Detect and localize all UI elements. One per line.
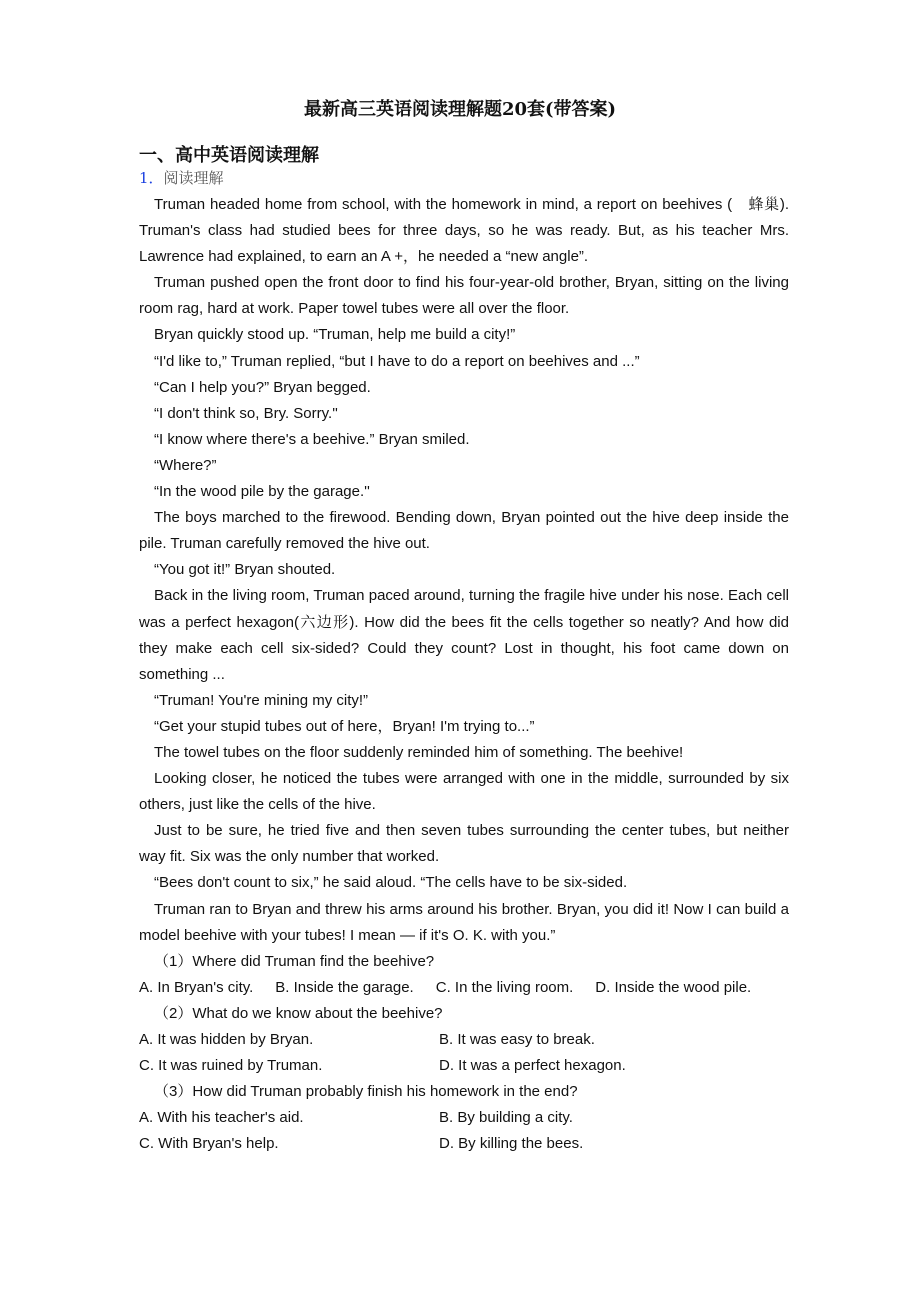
answer-option[interactable]: B. By building a city. xyxy=(439,1109,573,1127)
options-row xyxy=(139,1027,789,1053)
passage-paragraph: “I'd like to,” Truman replied, “but I have to do a report on beehives and ...” xyxy=(154,352,640,370)
passage-paragraph: Bryan quickly stood up. “Truman, help me build a city!” xyxy=(154,326,516,344)
question-stem: （3）How did Truman probably finish his homework in the end? xyxy=(154,1083,578,1101)
passage-paragraph: “Get your stupid tubes out of here，Bryan! I'm trying to...” xyxy=(154,717,535,735)
answer-option[interactable]: D. It was a perfect hexagon. xyxy=(439,1057,626,1075)
passage-paragraph: Just to be sure, he tried five and then seven tubes surrounding the center tubes, but neither way fit. Six was the only number that worked. xyxy=(139,822,789,866)
answer-option[interactable]: C. In the living room. xyxy=(435,978,574,996)
passage-paragraph: The boys marched to the firewood. Bending down, Bryan pointed out the hive deep inside the pile. Truman carefully removed the hive out. xyxy=(139,509,789,553)
passage-paragraph: “Can I help you?” Bryan begged. xyxy=(154,378,371,396)
questions xyxy=(139,949,789,1158)
passage-paragraph: “You got it!” Bryan shouted. xyxy=(154,561,336,579)
answer-option[interactable]: C. It was ruined by Truman. xyxy=(139,1057,323,1075)
options-row xyxy=(139,1105,789,1131)
section-heading: 一、高中英语阅读理解 xyxy=(139,145,319,166)
passage-paragraph: “Where?” xyxy=(154,456,217,474)
options-row xyxy=(139,1131,789,1157)
question-type: 阅读理解 xyxy=(163,169,224,187)
question-number: 1． xyxy=(139,169,164,187)
passage-paragraph: Truman pushed open the front door to find his four-year-old brother, Bryan, sitting on the living room rag, hard at work. Paper towel tubes were all over the floor. xyxy=(139,274,789,318)
passage-paragraph: “I don't think so, Bry. Sorry.'' xyxy=(154,404,338,422)
passage-body xyxy=(139,192,789,1157)
passage-paragraph: “Bees don't count to six,” he said aloud. “The cells have to be six-sided. xyxy=(154,874,628,892)
answer-option[interactable]: C. With Bryan's help. xyxy=(139,1135,279,1153)
options-row xyxy=(139,975,789,1001)
options-row xyxy=(139,1053,789,1079)
passage-paragraph: “In the wood pile by the garage.'' xyxy=(154,483,370,501)
answer-option[interactable]: D. By killing the bees. xyxy=(439,1135,584,1153)
passage-paragraph: Back in the living room, Truman paced around, turning the fragile hive under his nose. Each cell was a perfect hexagon(六边形). How did the bees fit the cells together so neatly? And how did they make each cell six-sided? Could they count? Lost in thought, his foot came down on something ... xyxy=(139,587,789,683)
question-stem: （2）What do we know about the beehive? xyxy=(154,1004,443,1022)
passage-paragraph: Truman headed home from school, with the homework in mind, a report on beehives ( 蜂巢). Truman's class had studied bees for three days, so he was ready. But, as his teacher Mrs. Lawrence had explained, to earn an A +，he needed a “new angle”. xyxy=(139,196,789,266)
passage-paragraph: “I know where there's a beehive.” Bryan smiled. xyxy=(154,430,470,448)
passage-paragraph: The towel tubes on the floor suddenly reminded him of something. The beehive! xyxy=(154,743,684,761)
passage-paragraph: “Truman! You're mining my city!” xyxy=(154,691,369,709)
answer-option[interactable]: A. In Bryan's city. xyxy=(139,978,254,996)
question-header xyxy=(139,167,224,188)
answer-option[interactable]: D. Inside the wood pile. xyxy=(595,978,752,996)
answer-option[interactable]: A. With his teacher's aid. xyxy=(139,1109,304,1127)
answer-option[interactable]: B. It was easy to break. xyxy=(439,1031,595,1048)
document-title: 最新高三英语阅读理解题20套(带答案) xyxy=(303,99,617,120)
answer-option[interactable]: A. It was hidden by Bryan. xyxy=(139,1031,314,1048)
passage-paragraph: Truman ran to Bryan and threw his arms around his brother. Bryan, you did it! Now I can build a model beehive with your tubes! I mean — if it's O. K. with you.” xyxy=(139,900,789,944)
passage xyxy=(139,192,789,949)
question-stem: （1）Where did Truman find the beehive? xyxy=(154,952,435,970)
answer-option[interactable]: B. Inside the garage. xyxy=(275,978,414,996)
passage-paragraph: Looking closer, he noticed the tubes were arranged with one in the middle, surrounded by six others, just like the cells of the hive. xyxy=(139,770,789,814)
